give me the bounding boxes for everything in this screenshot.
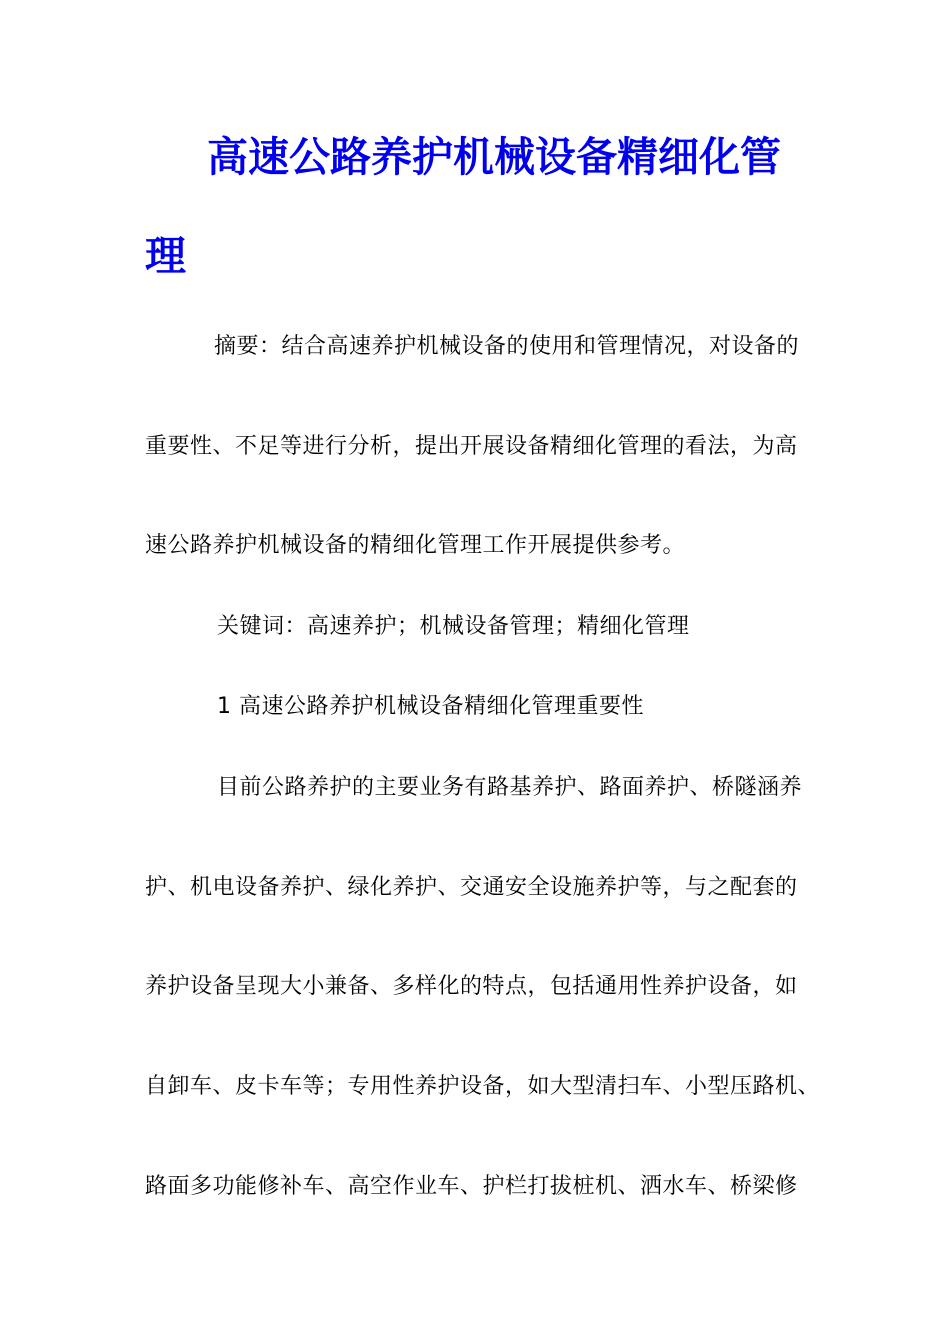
document-title-line-1: 高速公路养护机械设备精细化管: [207, 133, 781, 181]
paragraph-line-2: 护、机电设备养护、绿化养护、交通安全设施养护等，与之配套的: [145, 875, 798, 900]
keywords-line: 关键词：高速养护；机械设备管理；精细化管理: [217, 614, 690, 639]
paragraph-line-1: 目前公路养护的主要业务有路基养护、路面养护、桥隧涵养: [217, 775, 803, 800]
paragraph-line-3: 养护设备呈现大小兼备、多样化的特点，包括通用性养护设备，如: [145, 974, 798, 999]
document-title-line-2: 理: [145, 232, 186, 280]
paragraph-line-4: 自卸车、皮卡车等；专用性养护设备，如大型清扫车、小型压路机、: [145, 1074, 821, 1099]
abstract-line-2: 重要性、不足等进行分析，提出开展设备精细化管理的看法，为高: [145, 434, 798, 459]
abstract-line-1: 摘要：结合高速养护机械设备的使用和管理情况，对设备的: [214, 334, 800, 359]
section-heading: 1 高速公路养护机械设备精细化管理重要性: [217, 694, 644, 719]
paragraph-line-5: 路面多功能修补车、高空作业车、护栏打拔桩机、洒水车、桥梁修: [145, 1174, 798, 1199]
abstract-line-3: 速公路养护机械设备的精细化管理工作开展提供参考。: [145, 533, 686, 558]
